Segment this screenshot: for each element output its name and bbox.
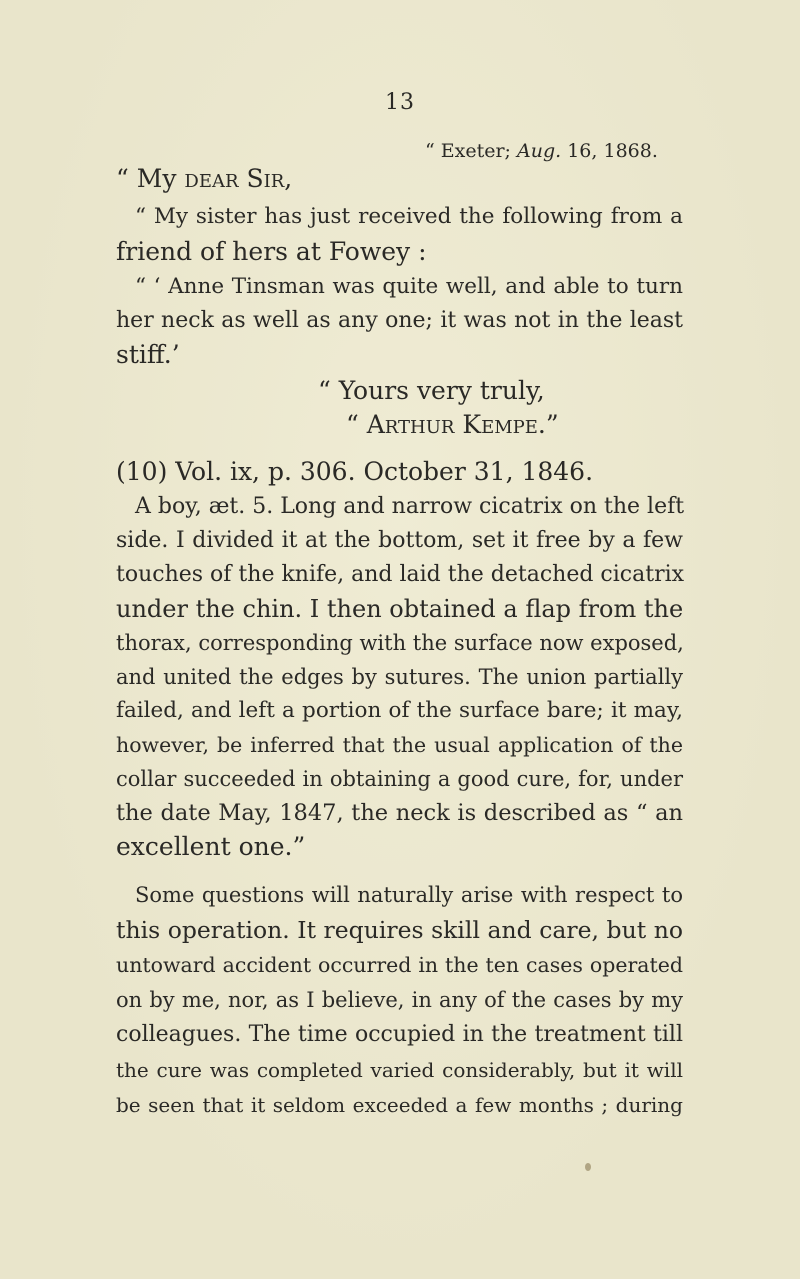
salutation-smallcaps: dear Sir, (184, 164, 293, 193)
letter-dateline (425, 140, 658, 162)
page-number: 13 (385, 90, 415, 115)
letter-salutation (116, 164, 292, 194)
letter-line: “ ‘ Anne Tinsman was quite well, and able to turn (135, 274, 683, 299)
case-line: touches of the knife, and laid the detached cicatrix (116, 562, 685, 587)
discussion-line: Some questions will naturally arise with respect to (135, 883, 683, 907)
case-line: A boy, æt. 5. Long and narrow cicatrix on the left (135, 494, 685, 519)
case-heading: (10) Vol. ix, p. 306. October 31, 1846. (116, 457, 594, 486)
discussion-line: be seen that it seldom exceeded a few months ; during (116, 1093, 683, 1117)
case-line: excellent one.” (116, 832, 306, 861)
salutation-open: “ My (116, 164, 177, 193)
signature-first: “ Arthur (346, 410, 455, 439)
case-line: failed, and left a portion of the surface bare; it may, (116, 698, 683, 723)
case-line: the date May, 1847, the neck is described as “ an (116, 800, 683, 826)
discussion-line: untoward accident occurred in the ten cases operated (116, 953, 683, 977)
case-line: and united the edges by sutures. The union partially (116, 665, 683, 689)
letter-line: “ My sister has just received the following from a (135, 204, 683, 229)
case-line: collar succeeded in obtaining a good cure, for, under (116, 767, 683, 791)
discussion-line: the cure was completed varied considerably, but it will (116, 1058, 683, 1082)
letter-line: stiff.’ (116, 340, 180, 369)
letter-line: her neck as well as any one; it was not in the least (116, 308, 683, 333)
paper-speck (585, 1163, 591, 1171)
discussion-line: this operation. It requires skill and care, but no (116, 916, 683, 944)
dateline-month: Aug. (517, 140, 562, 162)
case-line: thorax, corresponding with the surface now exposed, (116, 631, 684, 655)
signature-last: Kempe.” (462, 410, 559, 439)
dateline-place: “ Exeter; (425, 140, 511, 162)
discussion-line: on by me, nor, as I believe, in any of the cases by my (116, 988, 683, 1012)
discussion-line: colleagues. The time occupied in the treatment till (116, 1022, 683, 1047)
dateline-day-year: 16, 1868. (567, 140, 658, 162)
letter-line: friend of hers at Fowey : (116, 237, 427, 266)
case-line: however, be inferred that the usual application of the (116, 733, 683, 757)
case-line: side. I divided it at the bottom, set it free by a few (116, 528, 683, 553)
case-line: under the chin. I then obtained a flap from the (116, 595, 684, 623)
letter-signature (346, 410, 559, 440)
letter-closing: “ Yours very truly, (318, 376, 545, 405)
